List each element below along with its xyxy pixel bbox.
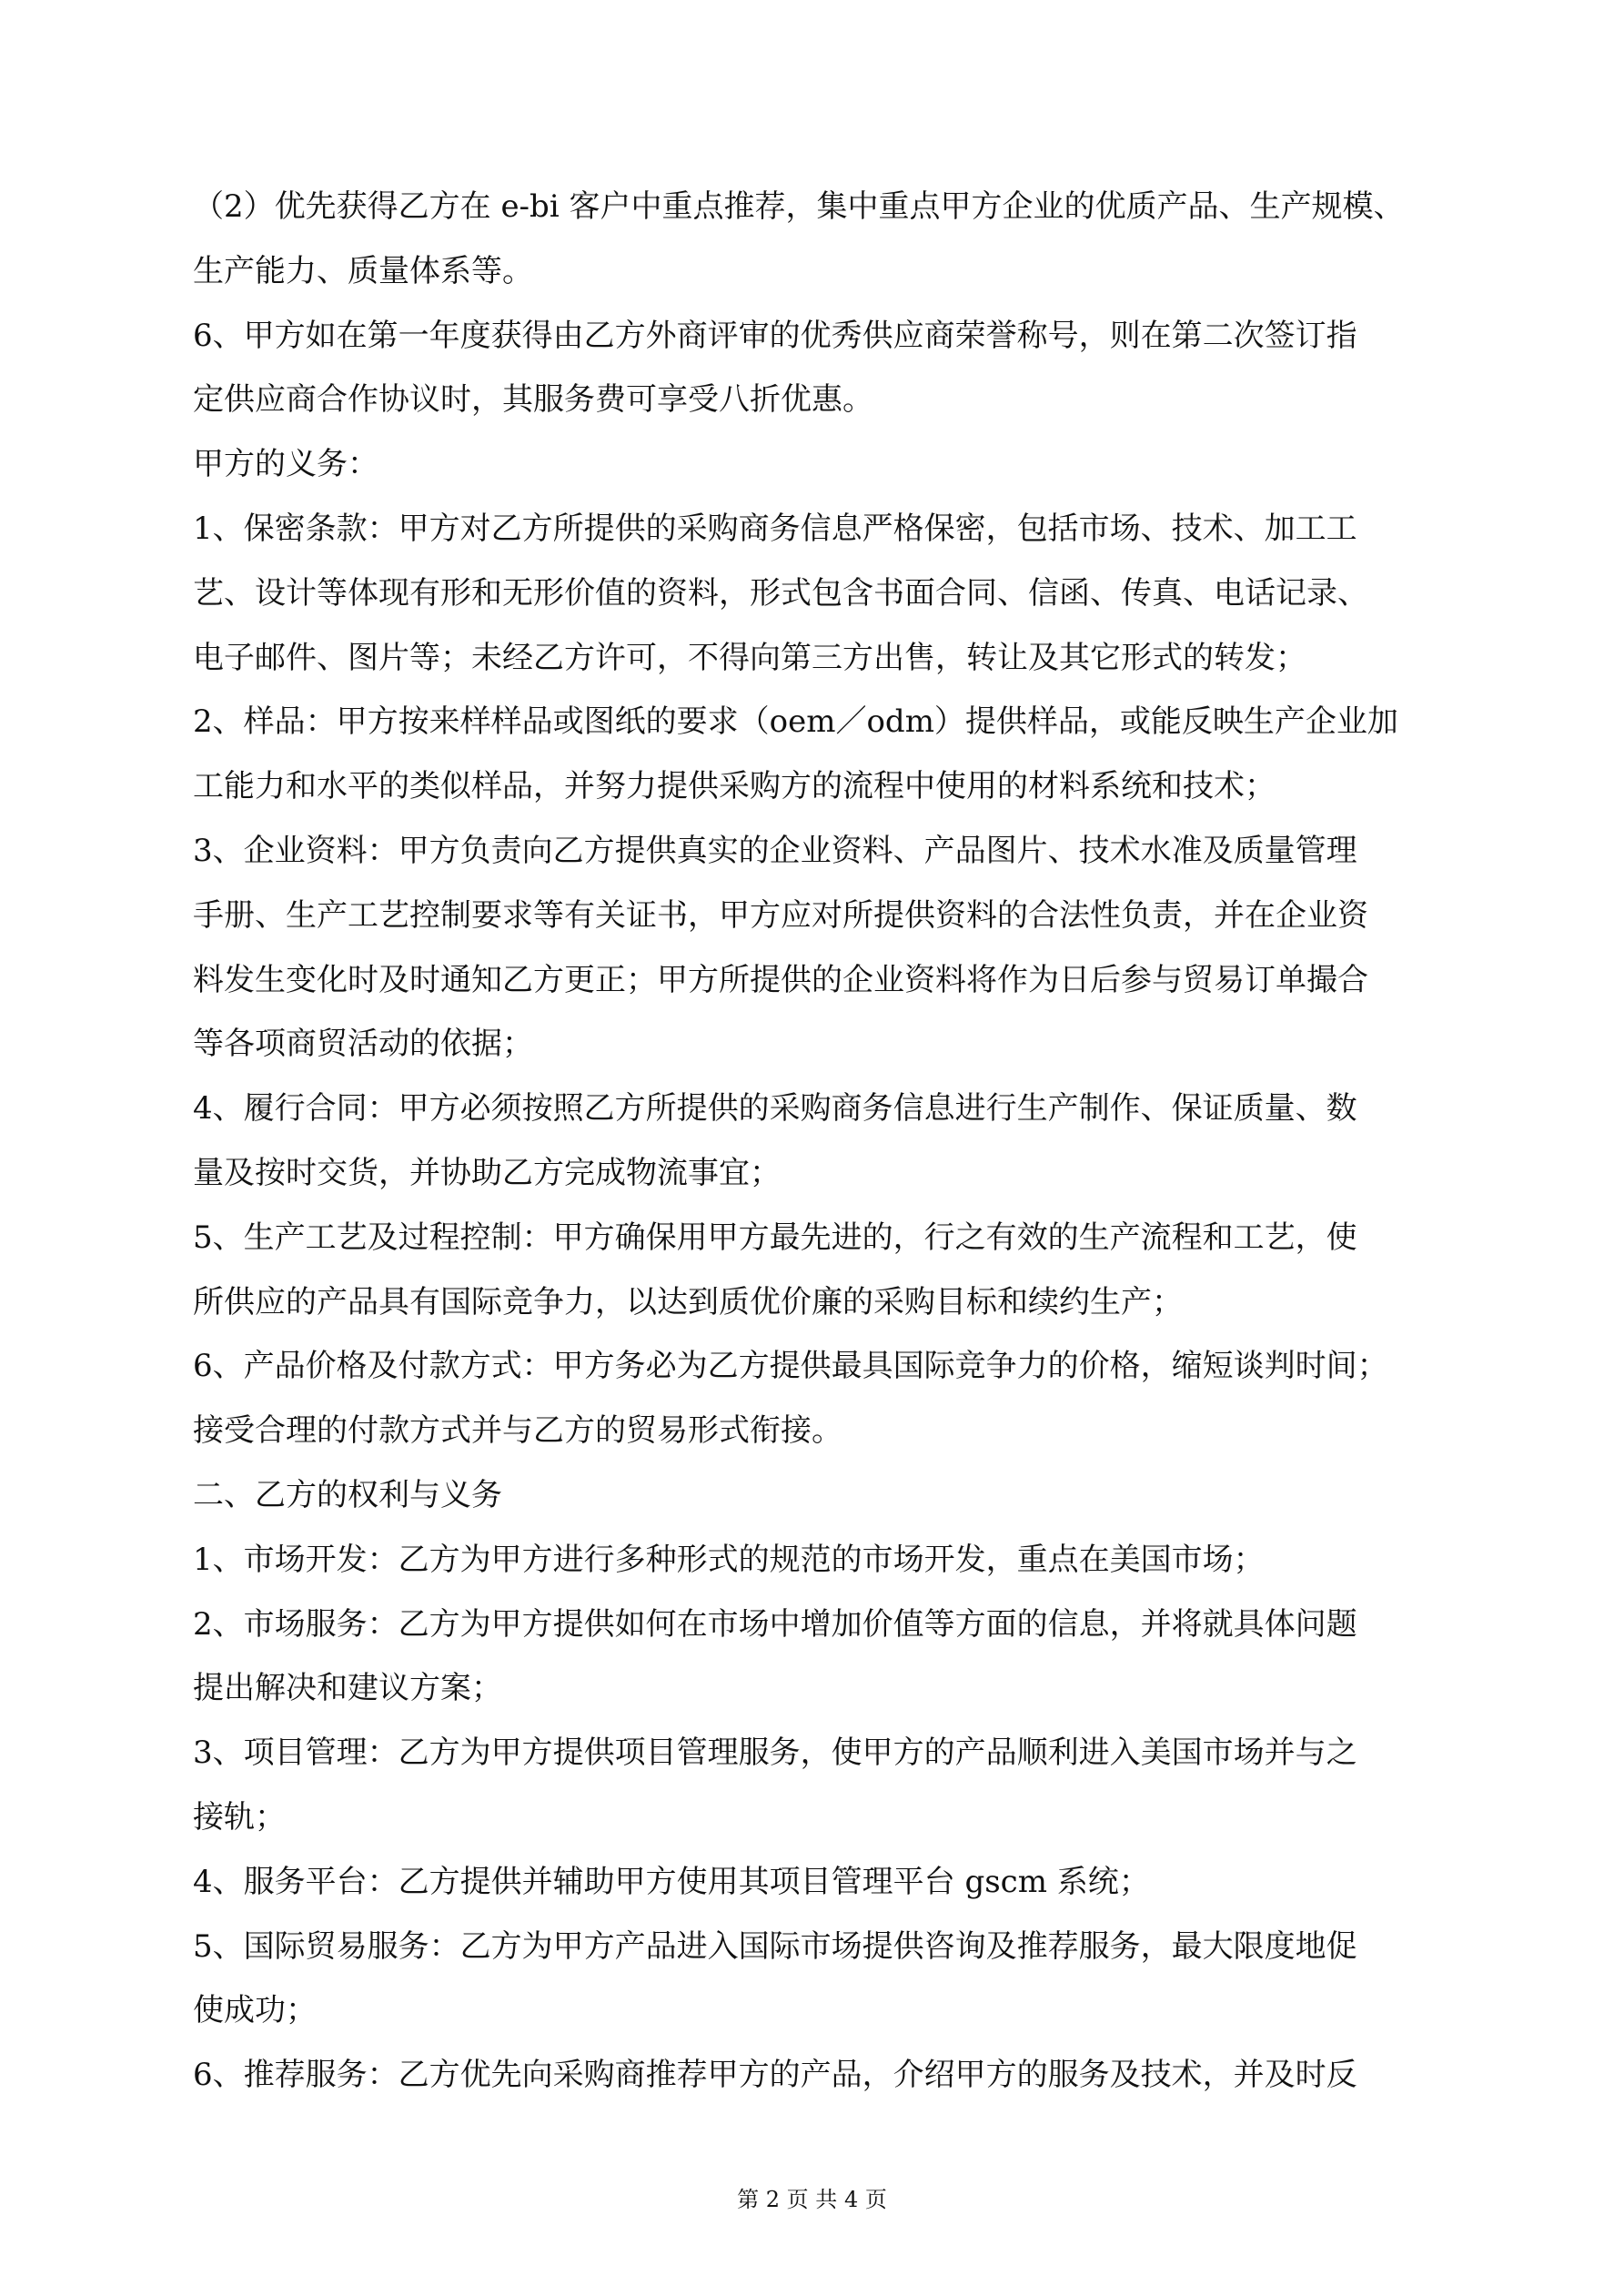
text-line: 5、生产工艺及过程控制：甲方确保用甲方最先进的，行之有效的生产流程和工艺，使: [193, 1219, 1357, 1256]
text-line: 2、市场服务：乙方为甲方提供如何在市场中增加价值等方面的信息，并将就具体问题: [193, 1605, 1357, 1643]
text-line: 1、保密条款：甲方对乙方所提供的采购商务信息严格保密，包括市场、技术、加工工: [193, 510, 1357, 547]
text-line: 6、产品价格及付款方式：甲方务必为乙方提供最具国际竞争力的价格，缩短谈判时间；: [193, 1348, 1388, 1385]
text-line: 4、履行合同：甲方必须按照乙方所提供的采购商务信息进行生产制作、保证质量、数: [193, 1090, 1357, 1128]
page-number: 第 2 页 共 4 页: [737, 2187, 887, 2212]
text-line: 6、推荐服务：乙方优先向采购商推荐甲方的产品，介绍甲方的服务及技术，并及时反: [193, 2057, 1357, 2094]
text-line: 料发生变化时及时通知乙方更正；甲方所提供的企业资料将作为日后参与贸易订单撮合: [193, 961, 1368, 998]
text-line: 3、项目管理：乙方为甲方提供项目管理服务，使甲方的产品顺利进入美国市场并与之: [193, 1735, 1357, 1772]
text-line: 1、市场开发：乙方为甲方进行多种形式的规范的市场开发，重点在美国市场；: [193, 1541, 1265, 1578]
text-line: 艺、设计等体现有形和无形价值的资料，形式包含书面合同、信函、传真、电话记录、: [193, 574, 1368, 612]
text-line: 工能力和水平的类似样品，并努力提供采购方的流程中使用的材料系统和技术；: [193, 768, 1276, 805]
text-line: 生产能力、质量体系等。: [193, 252, 533, 289]
text-line: 电子邮件、图片等；未经乙方许可，不得向第三方出售，转让及其它形式的转发；: [193, 639, 1306, 676]
text-line: 3、企业资料：甲方负责向乙方提供真实的企业资料、产品图片、技术水准及质量管理: [193, 832, 1357, 869]
text-line: 接轨；: [193, 1798, 286, 1836]
section-heading: 甲方的义务：: [193, 446, 378, 483]
text-line: 5、国际贸易服务：乙方为甲方产品进入国际市场提供咨询及推荐服务，最大限度地促: [193, 1927, 1357, 1965]
text-line: 定供应商合作协议时，其服务费可享受八折优惠。: [193, 381, 873, 419]
text-line: 所供应的产品具有国际竞争力，以达到质优价廉的采购目标和续约生产；: [193, 1283, 1183, 1320]
text-line: 接受合理的付款方式并与乙方的贸易形式衔接。: [193, 1412, 842, 1450]
text-line: 4、服务平台：乙方提供并辅助甲方使用其项目管理平台 gscm 系统；: [193, 1863, 1150, 1900]
text-line: 量及按时交货，并协助乙方完成物流事宜；: [193, 1154, 781, 1191]
text-line: 6、甲方如在第一年度获得由乙方外商评审的优秀供应商荣誉称号，则在第二次签订指: [193, 317, 1357, 354]
document-body: [193, 175, 1448, 2108]
text-line: 2、样品：甲方按来样样品或图纸的要求（oem／odm）提供样品，或能反映生产企业加: [193, 703, 1398, 741]
text-line: （2）优先获得乙方在 e-bi 客户中重点推荐，集中重点甲方企业的优质产品、生产规模、: [193, 188, 1405, 225]
text-line: 手册、生产工艺控制要求等有关证书，甲方应对所提供资料的合法性负责，并在企业资: [193, 896, 1368, 934]
section-heading: 二、乙方的权利与义务: [193, 1476, 502, 1513]
text-line: 提出解决和建议方案；: [193, 1670, 502, 1707]
text-line: 等各项商贸活动的依据；: [193, 1026, 533, 1063]
text-line: 使成功；: [193, 1992, 317, 2029]
